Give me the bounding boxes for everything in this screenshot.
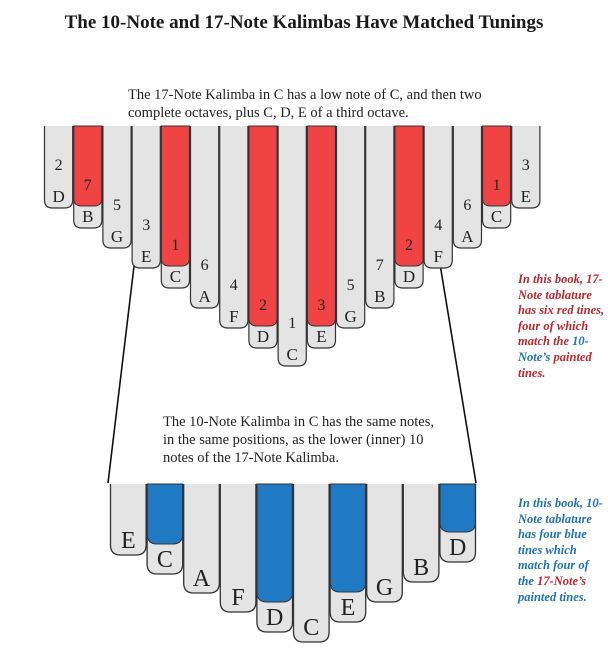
tine-17-body	[191, 126, 219, 308]
side-note-10-tail: painted tines.	[518, 589, 587, 604]
tine-17	[220, 126, 248, 328]
tine-10	[330, 484, 366, 622]
tine-17	[453, 126, 481, 248]
tine-17-number-label: 2	[54, 157, 63, 174]
tine-17	[103, 126, 131, 248]
diagram-title: The 10-Note and 17-Note Kalimbas Have Matched Tunings	[64, 12, 544, 33]
tine-10	[220, 484, 256, 612]
tine-17-note-label: F	[229, 307, 239, 326]
tine-17-number-label: 5	[113, 197, 121, 214]
tine-17-note-label: C	[169, 267, 182, 286]
tine-17-number-label: 4	[229, 277, 238, 294]
tine-10-note-label: C	[303, 615, 320, 641]
tine-17	[278, 126, 306, 366]
tine-17-note-label: A	[198, 287, 211, 306]
tine-10-paint	[147, 484, 183, 544]
tine-17-note-label: E	[316, 327, 327, 346]
tine-17-note-label: E	[141, 247, 152, 266]
tine-17	[366, 126, 394, 308]
tine-17-number-label: 4	[434, 217, 443, 234]
tine-17-number-label: 5	[346, 277, 355, 294]
tine-17-paint	[307, 126, 335, 326]
tine-10-note-label: F	[231, 585, 245, 611]
tine-17	[45, 126, 73, 208]
tine-17-note-label: D	[256, 327, 270, 346]
tine-17-note-label: B	[82, 207, 94, 226]
tine-17-number-label: 1	[492, 177, 501, 194]
tine-10-note-label: C	[156, 547, 173, 573]
tine-17-paint	[74, 126, 102, 206]
tine-17-paint	[483, 126, 511, 206]
side-note-17-note	[518, 272, 606, 381]
kalimba-17-note	[45, 126, 540, 366]
tine-10-note-label: B	[413, 555, 430, 581]
tine-17-body	[220, 126, 248, 328]
tine-17-number-label: 3	[142, 217, 151, 234]
tine-10	[184, 484, 220, 593]
tine-10-paint	[257, 484, 293, 602]
side-note-17-tail: painted tines.	[518, 349, 592, 380]
tine-17	[161, 126, 189, 288]
tine-10	[294, 484, 330, 642]
tine-17-number-label: 6	[463, 197, 472, 214]
tine-17-paint	[249, 126, 277, 326]
tine-17-note-label: A	[461, 227, 474, 246]
connector-line-left	[108, 258, 135, 483]
tine-10-note-label: E	[340, 595, 356, 621]
tine-17-note-label: G	[110, 227, 124, 246]
side-note-17-text: In this book, 17-Note tablature has six red tines, four of which match the	[518, 272, 605, 349]
tine-10-note-label: D	[449, 535, 467, 561]
tine-17	[337, 126, 365, 328]
tine-17-note-label: B	[374, 287, 386, 306]
caption-10-note: The 10-Note Kalimba in C has the same notes, in the same positions, as the lower (inner) 10 notes of the 17-Note Kalimba.	[163, 414, 435, 466]
tine-10-note-label: G	[375, 575, 394, 601]
tine-17	[132, 126, 160, 268]
tine-17-note-label: C	[286, 345, 298, 364]
side-note-10-highlight: 17-Note’s	[537, 573, 587, 588]
tine-17	[307, 126, 335, 348]
tine-10	[367, 484, 403, 602]
tine-10	[147, 484, 183, 574]
tine-17-body	[337, 126, 365, 328]
tine-10-note-label: D	[266, 605, 284, 631]
tine-17-number-label: 1	[171, 237, 180, 254]
tine-17	[424, 126, 452, 268]
tine-10	[257, 484, 293, 632]
tine-17-note-label: D	[402, 267, 416, 286]
side-note-10-text: In this book, 10-Note tablature has four blue tines which match four of the	[518, 496, 603, 588]
tine-10-paint	[330, 484, 366, 592]
kalimba-10-note	[111, 484, 476, 642]
tine-17-number-label: 7	[83, 177, 92, 194]
tine-10-note-label: A	[192, 566, 211, 592]
tine-17-note-label: F	[433, 247, 443, 266]
tine-17	[74, 126, 102, 228]
tine-10-paint	[440, 484, 476, 532]
tine-17	[249, 126, 277, 348]
tine-10	[440, 484, 476, 562]
connector-line-right	[439, 258, 476, 483]
side-note-17-highlight: 10-Note’s	[518, 334, 589, 364]
tine-17-number-label: 2	[405, 237, 413, 254]
tine-17	[483, 126, 511, 228]
tine-17	[395, 126, 423, 288]
tine-10-note-label: E	[120, 528, 136, 554]
tine-17-number-label: 3	[521, 157, 530, 174]
tine-17-number-label: 7	[375, 257, 384, 274]
tine-17-note-label: D	[52, 187, 65, 206]
tine-17-note-label: G	[344, 307, 357, 326]
side-note-10-note	[518, 496, 606, 605]
caption-17-note: The 17-Note Kalimba in C has a low note of C, and then two complete octaves, plus C, D, E of a third octave.	[128, 87, 482, 121]
tine-17-number-label: 3	[317, 297, 326, 314]
tine-17	[512, 126, 540, 208]
tine-10	[403, 484, 439, 582]
tine-17-note-label: C	[490, 207, 503, 226]
tine-17-number-label: 1	[288, 315, 297, 332]
tine-17	[191, 126, 219, 308]
tine-10	[111, 484, 147, 555]
tine-17-body	[366, 126, 394, 308]
tine-17-number-label: 6	[200, 257, 209, 274]
tine-17-note-label: E	[520, 187, 531, 206]
tine-17-number-label: 2	[259, 297, 267, 314]
